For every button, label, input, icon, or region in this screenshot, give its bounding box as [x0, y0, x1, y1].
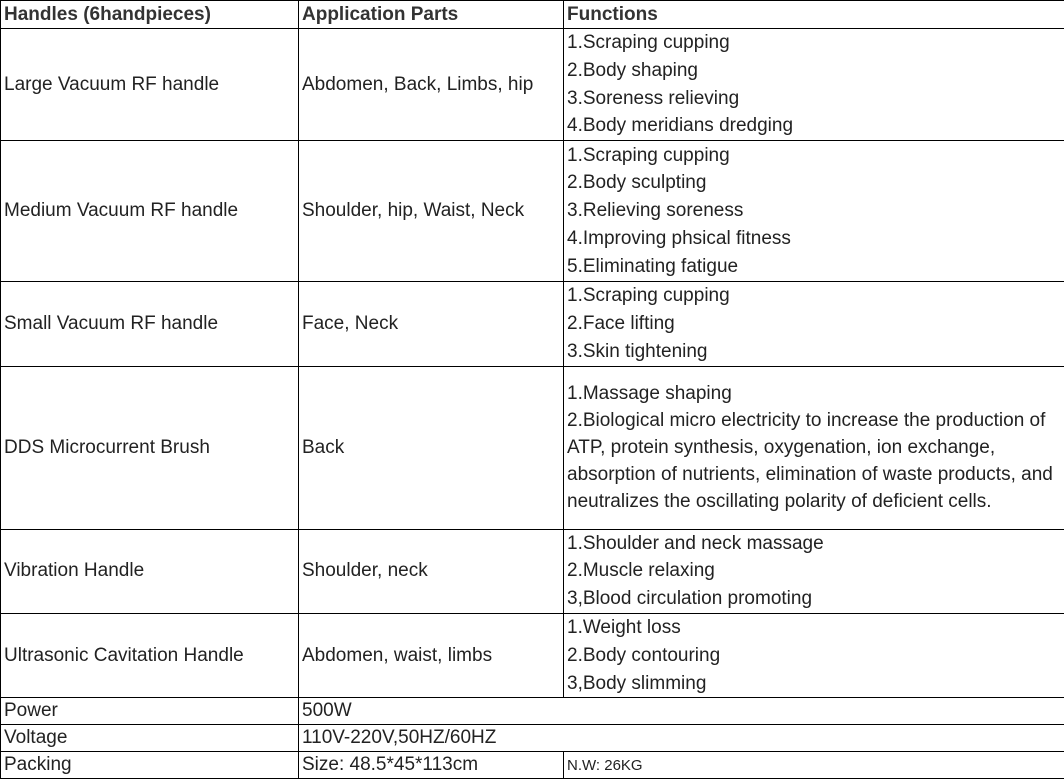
application-parts: Back [299, 366, 564, 529]
application-parts: Abdomen, waist, limbs [299, 613, 564, 697]
header-application-parts: Application Parts [299, 1, 564, 29]
packing-label: Packing [1, 752, 299, 779]
header-handles: Handles (6handpieces) [1, 1, 299, 29]
packing-row [1, 752, 1064, 779]
functions-cell [564, 366, 1064, 529]
table-row [1, 529, 1064, 613]
table-row [1, 366, 1064, 529]
function-item: 2.Body shaping [567, 59, 698, 81]
function-item: 1.Weight loss [567, 616, 681, 638]
handle-name: Small Vacuum RF handle [1, 282, 299, 366]
voltage-label: Voltage [1, 725, 299, 752]
function-item: 4.Body meridians dredging [567, 115, 794, 137]
function-item: 1.Scraping cupping [567, 32, 730, 53]
voltage-value: 110V-220V,50HZ/60HZ [299, 725, 1064, 752]
application-parts: Shoulder, hip, Waist, Neck [299, 141, 564, 282]
application-parts: Shoulder, neck [299, 529, 564, 613]
voltage-row [1, 725, 1064, 752]
handle-name: Vibration Handle [1, 529, 299, 613]
function-item: 2.Face lifting [567, 312, 675, 334]
function-item: 3.Soreness relieving [567, 87, 740, 109]
function-item: 2.Body sculpting [567, 172, 707, 194]
table-row [1, 282, 1064, 366]
function-item: 1.Scraping cupping [567, 285, 730, 307]
application-parts: Face, Neck [299, 282, 564, 366]
table-row [1, 613, 1064, 697]
packing-size: Size: 48.5*45*113cm [299, 752, 564, 779]
table-row [1, 29, 1064, 141]
handle-name: Medium Vacuum RF handle [1, 141, 299, 282]
table-row [1, 141, 1064, 282]
function-item: 2.Muscle relaxing [567, 560, 715, 582]
functions-cell [564, 613, 1064, 697]
functions-cell [564, 282, 1064, 366]
function-item: 3,Body slimming [567, 672, 707, 694]
function-item: 3.Relieving soreness [567, 200, 744, 222]
functions-cell [564, 29, 1064, 141]
power-value: 500W [299, 698, 1064, 725]
functions-cell [564, 141, 1064, 282]
function-item: 1.Scraping cupping [567, 144, 730, 166]
header-functions: Functions [564, 1, 1064, 29]
function-item: 2.Body contouring [567, 644, 721, 666]
packing-weight: N.W: 26KG [564, 752, 1064, 779]
handle-name: Ultrasonic Cavitation Handle [1, 613, 299, 697]
handle-name: Large Vacuum RF handle [1, 29, 299, 141]
application-parts: Abdomen, Back, Limbs, hip [299, 29, 564, 141]
power-label: Power [1, 698, 299, 725]
header-row [1, 1, 1064, 29]
function-item: 4.Improving phsical fitness [567, 228, 791, 250]
function-item: 2.Biological micro electricity to increase the production of ATP, protein synthesis, oxygenation, ion exchange, absorption of nutrients, elimination of waste products, and neutralizes the oscillating polarity of deficient cells. [567, 409, 1053, 513]
function-item: 1.Shoulder and neck massage [567, 532, 824, 554]
function-item: 1.Massage shaping [567, 382, 732, 404]
handle-name: DDS Microcurrent Brush [1, 366, 299, 529]
function-item: 3.Skin tightening [567, 340, 708, 362]
functions-cell [564, 529, 1064, 613]
power-row [1, 698, 1064, 725]
function-item: 5.Eliminating fatigue [567, 255, 739, 277]
function-item: 3,Blood circulation promoting [567, 588, 813, 610]
